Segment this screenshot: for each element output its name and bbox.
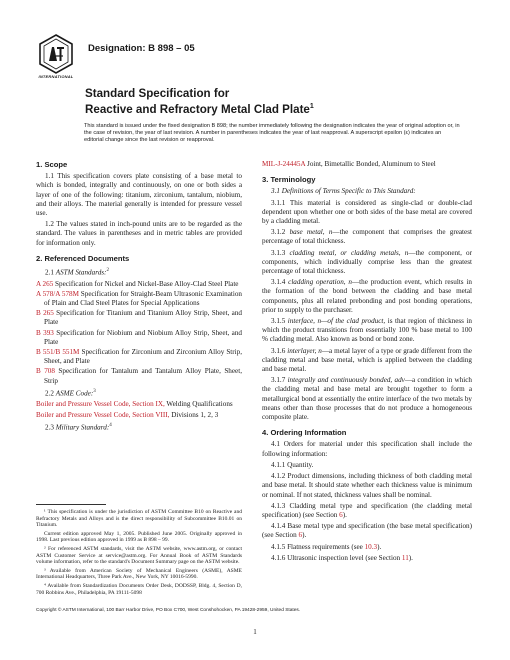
footnote-2: ² For referenced ASTM standards, visit the ASTM website, www.astm.org, or contact ASTM Customer Service at service@astm.org. For Annual Book of ASTM Standards volume information, refer to the standard's Document Summary page on the ASTM website.	[36, 545, 242, 566]
reference-item: B 393 Specification for Niobium and Niobium Alloy Strip, Sheet, and Plate	[36, 328, 242, 346]
terminology-heading: 3. Terminology	[262, 175, 316, 185]
reference-item: B 551/B 551M Specification for Zirconium and Zirconium Alloy Strip, Sheet, and Plate	[36, 348, 242, 366]
terminology-3-1-1: 3.1.1 This material is considered as single-clad or double-clad dependent upon whether one or both sides of the base metal are covered by a cladding metal.	[262, 198, 472, 226]
footnote-1b: Current edition approved May 1, 2005. Published June 2005. Originally approved in 1998. Last previous edition approved in 1999 as B 898 – 99.	[36, 530, 242, 544]
reference-link[interactable]: A 265	[36, 279, 54, 288]
terminology-3-1-4: 3.1.4 cladding operation, n—the production event, which results in the formation of the bond between the cladding and base metal components, plus all related prebonding and post bonding operations, prior to supply to the purchaser.	[262, 278, 473, 314]
copyright-notice: Copyright © ASTM International, 100 Barr Harbor Drive, PO Box C700, West Conshohocken, PA 19428-2959, United States.	[36, 608, 301, 613]
ordering-heading: 4. Ordering Information	[262, 428, 347, 438]
scope-paragraph-2: 1.2 The values stated in inch-pound units are to be regarded as the standard. The values in parentheses and in metric tables are provided for information only.	[36, 220, 242, 247]
ordering-4-1-1: 4.1.1 Quantity.	[271, 460, 314, 469]
astm-reference-list	[36, 280, 242, 386]
reference-link[interactable]: B 393	[36, 328, 54, 337]
ordering-4-1-3: 4.1.3 Cladding metal type and specification (the cladding metal specification) (see Section 6).	[262, 501, 472, 519]
terminology-3-1-2: 3.1.2 base metal, n—the component that comprises the greatest percentage of total thickness.	[262, 228, 472, 246]
military-standard-label: 2.3 Military Standard:$^4$	[45, 422, 112, 432]
designation: Designation: B 898 – 05	[88, 43, 195, 54]
reference-item: Boiler and Pressure Vessel Code, Section IX, Welding Qualifications	[36, 400, 233, 409]
terminology-3-1-6: 3.1.6 interlayer, n—a metal layer of a type or grade different from the cladding metal and base metal, which is applied between the cladding and base metal.	[262, 346, 472, 374]
scope-paragraph-1: 1.1 This specification covers plate consisting of a base metal to which is bonded, integrally and continuously, on one or both sides a layer of one of the following: titanium, zirconium, tantalum, niobium, and their alloys. The material generally is intended for pressure vessel use.	[36, 172, 242, 218]
reference-item: A 578/A 578M Specification for Straight-Beam Ultrasonic Examination of Plain and Clad Steel Plates for Special Applications	[36, 289, 242, 308]
referenced-heading: 2. Referenced Documents	[36, 253, 130, 263]
asme-code-label: 2.2 ASME Code:$^3$	[45, 388, 96, 398]
left-column	[36, 160, 242, 438]
ordering-4-1: 4.1 Orders for material under this specification shall include the following information:	[262, 440, 472, 458]
footnotes	[36, 504, 242, 598]
asme-reference-list	[36, 400, 242, 419]
mil-reference: MIL-J-24445A Joint, Bimetallic Bonded, Aluminum to Steel	[262, 160, 436, 168]
reference-link-mil[interactable]: MIL-J-24445A	[262, 160, 306, 168]
footnote-3: ³ Available from American Society of Mechanical Engineers (ASME), ASME International Headquarters, Three Park Ave., New York, NY 10016-5990.	[36, 567, 242, 581]
ordering-4-1-4: 4.1.4 Base metal type and specification (the base metal specification) (see Section 6).	[262, 522, 472, 540]
ordering-4-1-5: 4.1.5 Flatness requirements (see 10.3).	[271, 542, 382, 551]
page-title	[85, 87, 314, 116]
standard-notice: This standard is issued under the fixed designation B 898; the number immediately following the designation indicates the year of original adoption or, in the case of revision, the year of last revision. A number in parentheses indicates the year of last reapproval. A superscript epsilon (ε) indicates an editorial change since the last revision or reapproval.	[84, 123, 460, 143]
section-link-10-3[interactable]: 10.3	[364, 542, 378, 551]
reference-link[interactable]: Boiler and Pressure Vessel Code, Section IX,	[36, 400, 165, 409]
section-link-6b[interactable]: 6	[298, 531, 303, 540]
terminology-3-1: 3.1 Definitions of Terms Specific to This Standard:	[271, 187, 416, 196]
title-line-1: Standard Specification for	[85, 87, 230, 100]
ordering-4-1-6: 4.1.6 Ultrasonic inspection level (see Section 11).	[271, 553, 413, 562]
reference-item: B 265 Specification for Titanium and Titanium Alloy Strip, Sheet, and Plate	[36, 309, 242, 327]
terminology-3-1-3: 3.1.3 cladding metal, or cladding metals, n—the component, or components, which individually comprise less than the greatest percentage of total thickness.	[262, 248, 472, 276]
reference-link[interactable]: B 265	[36, 309, 54, 318]
title-line-2: Reactive and Refractory Metal Clad Plate$^1$	[85, 102, 314, 116]
page-number: 1	[253, 628, 257, 636]
reference-link[interactable]: B 551/B 551M	[36, 348, 80, 357]
scope-heading: 1. Scope	[36, 160, 68, 169]
terminology-3-1-5: 3.1.5 interface, n—of the clad product, is that region of thickness in which the product transitions from essentially 100 % base metal to 100 % cladding metal. Also known as bond or bond zone.	[262, 317, 472, 344]
ordering-4-1-2: 4.1.2 Product dimensions, including thickness of both cladding metal and base metal. It should state whether each thickness value is minimum or nominal. If not stated, thickness values shall be nominal.	[262, 472, 472, 499]
reference-item: B 708 Specification for Tantalum and Tantalum Alloy Plate, Sheet, Strip	[36, 367, 242, 385]
reference-item: A 265 Specification for Nickel and Nickel-Base Alloy-Clad Steel Plate	[36, 279, 239, 288]
footnote-1: ¹ This specification is under the jurisdiction of ASTM Committee B10 on Reactive and Refractory Metals and Alloys and is the direct responsibility of Subcommittee B10.01 on Titanium.	[36, 509, 242, 529]
logo-wordmark: INTERNATIONAL	[38, 74, 74, 79]
reference-link[interactable]: B 708	[36, 367, 55, 376]
reference-item: Boiler and Pressure Vessel Code, Section VIII, Divisions 1, 2, 3	[36, 410, 219, 419]
footnote-divider	[36, 504, 106, 505]
section-link-6[interactable]: 6	[339, 510, 343, 519]
scope-section	[36, 160, 242, 248]
section-link-11[interactable]: 11	[401, 553, 409, 562]
reference-link[interactable]: Boiler and Pressure Vessel Code, Section VIII,	[36, 410, 170, 419]
terminology-section	[262, 175, 472, 422]
astm-logo-icon	[39, 34, 73, 74]
footnote-4: ⁴ Available from Standardization Documents Order Desk, DODSSP, Bldg. 4, Section D, 700 Robbins Ave., Philadelphia, PA 19111-5098	[36, 582, 242, 596]
reference-link[interactable]: A 578/A 578M	[36, 289, 79, 298]
ordering-section	[262, 428, 472, 563]
referenced-documents-section	[36, 254, 242, 433]
astm-standards-label: 2.1 ASTM Standards:$^2$	[45, 268, 109, 277]
right-column	[262, 160, 472, 569]
terminology-3-1-7: 3.1.7 integrally and continuously bonded, adv—a condition in which the cladding metal and base metal are brought together to form a metallurgical bond at essentially the entire interface of the two metals by means other than those processes that do not produce a homogeneous composite plate.	[262, 376, 472, 422]
